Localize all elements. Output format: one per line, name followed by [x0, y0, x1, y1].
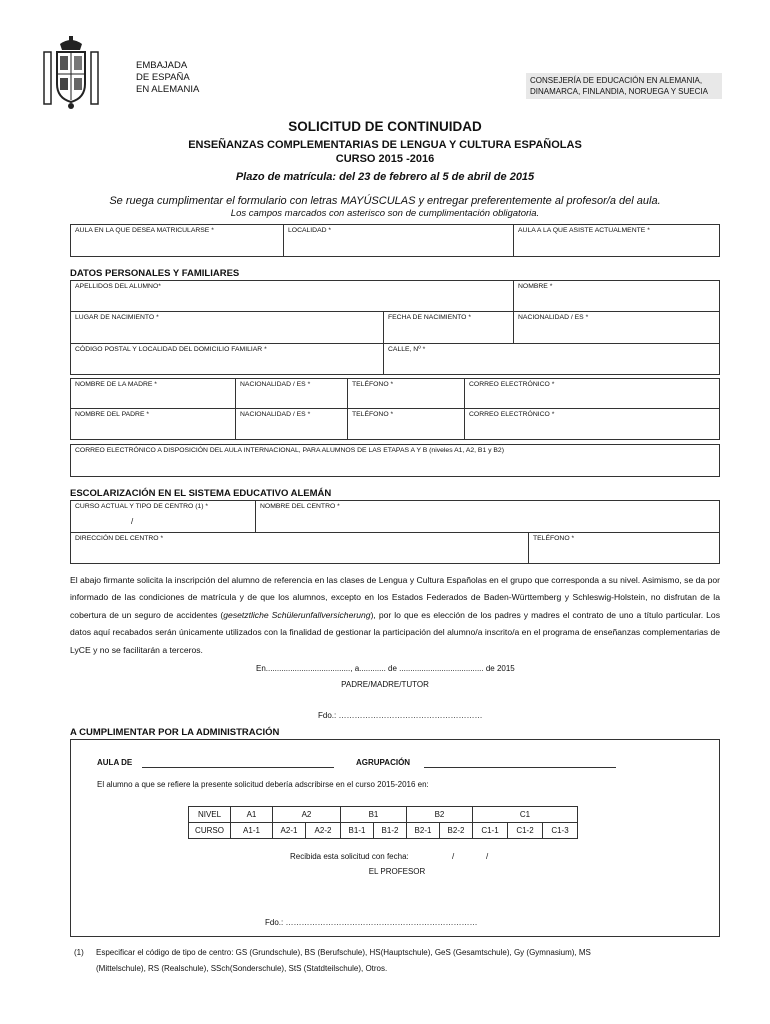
field-label: NOMBRE DE LA MADRE * — [75, 381, 157, 388]
nombre-centro-field[interactable] — [255, 501, 719, 532]
nivel-c1: C1 — [473, 807, 578, 823]
curso-option[interactable]: B2-1 — [407, 823, 440, 839]
field-label: CORREO ELECTRÓNICO * — [469, 381, 555, 388]
field-label: APELLIDOS DEL ALUMNO* — [75, 283, 161, 290]
field-label: AULA A LA QUE ASISTE ACTUALMENTE * — [518, 227, 650, 234]
curso-label: CURSO — [189, 823, 231, 839]
father-row — [70, 409, 720, 440]
curso-option[interactable]: C1-3 — [543, 823, 578, 839]
curso-option[interactable]: A2-2 — [306, 823, 341, 839]
curso-option[interactable]: A2-1 — [273, 823, 306, 839]
embassy-name — [136, 60, 199, 96]
embassy-line: EN ALEMANIA — [136, 84, 200, 95]
calle-field[interactable] — [383, 344, 719, 374]
nivel-b1: B1 — [341, 807, 407, 823]
footnote — [70, 945, 720, 977]
nivel-b2: B2 — [407, 807, 473, 823]
nacionalidad-padre-field[interactable] — [235, 409, 347, 439]
curso-tipo-field[interactable] — [71, 501, 255, 532]
aula-actual-field[interactable] — [513, 225, 719, 256]
signer-role: PADRE/MADRE/TUTOR — [341, 680, 429, 689]
nombre-madre-field[interactable] — [71, 379, 235, 408]
lugar-nacimiento-field[interactable] — [71, 312, 383, 343]
consejeria-box — [526, 73, 722, 99]
form-title: SOLICITUD DE CONTINUIDAD — [288, 119, 482, 134]
field-label: DIRECCIÓN DEL CENTRO * — [75, 535, 164, 542]
adscribir-text: El alumno a que se refiere la presente solicitud debería adscribirse en el curso 2015-2016 en: — [97, 780, 429, 789]
footnote-number: (1) — [74, 948, 84, 957]
field-label: CORREO ELECTRÓNICO * — [469, 411, 555, 418]
curso-option[interactable]: B1-1 — [341, 823, 374, 839]
telefono-madre-field[interactable] — [347, 379, 464, 408]
field-label: CÓDIGO POSTAL Y LOCALIDAD DEL DOMICILIO FAMILIAR * — [75, 346, 267, 353]
admin-signature-line[interactable]: Fdo.: ……………………………………………………………… — [265, 918, 478, 927]
consejeria-line: CONSEJERÍA DE EDUCACIÓN EN ALEMANIA, — [530, 76, 703, 85]
curso-option[interactable]: C1-2 — [508, 823, 543, 839]
field-label: CORREO ELECTRÓNICO A DISPOSICIÓN DEL AULA INTERNACIONAL, PARA ALUMNOS DE LAS ETAPAS A Y B (niveles A1, A2, B1 y B2) — [75, 447, 504, 454]
correo-padre-field[interactable] — [464, 409, 719, 439]
address-row — [70, 344, 720, 375]
correo-aula-field[interactable] — [71, 445, 719, 476]
field-label: LOCALIDAD * — [288, 227, 332, 234]
footnote-line: (Mittelschule), RS (Realschule), SSch(Sonderschule), StS (Statdteilschule), Otros. — [96, 964, 388, 973]
profesor-label: EL PROFESOR — [368, 867, 426, 876]
direccion-centro-field[interactable] — [71, 533, 528, 563]
telefono-centro-field[interactable] — [528, 533, 719, 563]
school-row — [70, 500, 720, 533]
agrupacion-label: AGRUPACIÓN — [356, 758, 411, 767]
nivel-a2: A2 — [273, 807, 341, 823]
nivel-label: NIVEL — [189, 807, 231, 823]
field-label: NACIONALIDAD / ES * — [518, 314, 589, 321]
field-label: LUGAR DE NACIMIENTO * — [75, 314, 159, 321]
codigo-postal-field[interactable] — [71, 344, 383, 374]
field-label: CURSO ACTUAL Y TIPO DE CENTRO (1) * — [75, 503, 209, 510]
fecha-nacimiento-field[interactable] — [383, 312, 513, 343]
localidad-field[interactable] — [283, 225, 513, 256]
nombre-field[interactable] — [513, 281, 719, 311]
aula-de-line[interactable] — [142, 767, 334, 768]
date-slash: / — [486, 852, 489, 861]
field-label: NACIONALIDAD / ES * — [240, 381, 311, 388]
field-label: NACIONALIDAD / ES * — [240, 411, 311, 418]
telefono-padre-field[interactable] — [347, 409, 464, 439]
field-label: TELÉFONO * — [352, 381, 394, 388]
spain-coat-of-arms — [40, 36, 102, 116]
nombre-padre-field[interactable] — [71, 409, 235, 439]
email-aula-row — [70, 444, 720, 477]
field-label: AULA EN LA QUE DESEA MATRICULARSE * — [75, 227, 214, 234]
declaration-text: El abajo firmante solicita la inscripción del alumno de referencia en las clases de Lengua y Cultura Españolas en el grupo que corresponda a su nivel. Asimismo, se da por informado de las condiciones de matrícula y de que los alumnos, excepto en los Estados Federados de Baden-Württemberg y Schleswig-Holstein, no disfrutan de la cobertura de un seguro de accidentes ( — [70, 575, 720, 620]
field-label: TELÉFONO * — [352, 411, 394, 418]
required-note: Los campos marcados con asterisco son de cumplimentación obligatoria. — [230, 208, 540, 219]
field-label: TELÉFONO * — [533, 535, 575, 542]
field-label: NOMBRE DEL PADRE * — [75, 411, 150, 418]
declaration-text: ), por lo que es elección de los padres y madres el contrato de uno a título particular. Los datos aquí recabados serán únicamente utilizados con la finalidad de gestionar la participación del alumno/a inscrito/a en el programa de enseñanzas complementarias de LyCE y no se facilitarán a terceros. — [70, 609, 721, 655]
field-label: FECHA DE NACIMIENTO * — [388, 314, 471, 321]
level-table — [188, 806, 578, 839]
field-label: NOMBRE * — [518, 283, 553, 290]
recibida-label: Recibida esta solicitud con fecha: — [290, 852, 409, 861]
instruction-text: Se ruega cumplimentar el formulario con letras MAYÚSCULAS y entregar preferentemente al profesor/a del aula. — [109, 195, 661, 207]
curso-option[interactable]: B2-2 — [440, 823, 473, 839]
course-year: CURSO 2015 -2016 — [335, 153, 435, 165]
curso-option[interactable]: B1-2 — [374, 823, 407, 839]
embassy-line: DE ESPAÑA — [136, 72, 190, 83]
aula-de-label: AULA DE — [97, 758, 133, 767]
correo-madre-field[interactable] — [464, 379, 719, 408]
place-date-line[interactable]: En......................................, a............ de ...................................... de 2015 — [256, 664, 515, 673]
nivel-row — [189, 807, 578, 823]
curso-option[interactable]: C1-1 — [473, 823, 508, 839]
form-subtitle: ENSEÑANZAS COMPLEMENTARIAS DE LENGUA Y CULTURA ESPAÑOLAS — [188, 139, 582, 151]
declaration-paragraph — [70, 572, 720, 659]
nivel-a1: A1 — [231, 807, 273, 823]
section-personal: DATOS PERSONALES Y FAMILIARES — [70, 268, 240, 279]
field-label: NOMBRE DEL CENTRO * — [260, 503, 340, 510]
field-label: CALLE, Nº * — [388, 346, 426, 353]
date-slash: / — [452, 852, 455, 861]
curso-row — [189, 823, 578, 839]
school-address-row — [70, 533, 720, 564]
section-school: ESCOLARIZACIÓN EN EL SISTEMA EDUCATIVO ALEMÁN — [70, 488, 332, 499]
nacionalidad-madre-field[interactable] — [235, 379, 347, 408]
curso-option[interactable]: A1-1 — [231, 823, 273, 839]
agrupacion-line[interactable] — [424, 767, 616, 768]
name-row — [70, 280, 720, 312]
aula-matricula-field[interactable] — [71, 225, 283, 256]
aula-row — [70, 224, 720, 257]
signature-line[interactable]: Fdo.: ……………………………………………… — [318, 711, 483, 720]
mother-row — [70, 378, 720, 409]
birth-row — [70, 312, 720, 344]
nacionalidad-alumno-field[interactable] — [513, 312, 719, 343]
curso-slash: / — [131, 517, 134, 526]
footnote-line: Especificar el código de tipo de centro: GS (Grundschule), BS (Berufschule), HS(Hauptschule), GeS (Gesamtschule), Gy (Gymnasium), MS — [96, 948, 591, 957]
embassy-line: EMBAJADA — [136, 60, 188, 71]
section-admin: A CUMPLIMENTAR POR LA ADMINISTRACIÓN — [70, 727, 280, 738]
enrollment-deadline: Plazo de matrícula: del 23 de febrero al 5 de abril de 2015 — [235, 171, 535, 183]
consejeria-line: DINAMARCA, FINLANDIA, NORUEGA Y SUECIA — [530, 87, 708, 96]
declaration-italic: gesetztliche Schülerunfallversicherung — [223, 609, 371, 620]
apellidos-field[interactable] — [71, 281, 513, 311]
